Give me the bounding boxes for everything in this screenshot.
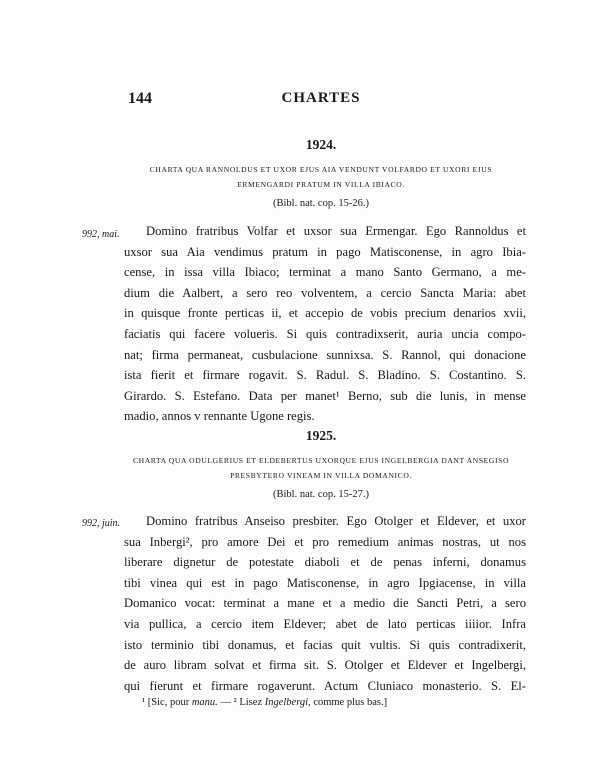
charter-title: [0, 162, 600, 192]
charter-source: (Bibl. nat. cop. 15-26.): [273, 198, 369, 209]
text-line: madio, annos v rennante Ugone regis.: [124, 409, 315, 424]
running-title: CHARTES: [281, 90, 361, 106]
text-line: cense, in issa villa Ibiaco; terminat a mano Santo Germano, a me-: [124, 265, 526, 280]
charter-number: 1924.: [305, 137, 337, 152]
text-line: ista fierit et firmare rogavit. S. Radul. S. Bladino. S. Costantino. S.: [124, 368, 526, 383]
charter-1924: [0, 137, 600, 209]
text-line: faciatis qui facere volueris. Si quis contradixserit, auria uncia compo-: [124, 326, 526, 341]
text-line: via pullica, a cercio item Eldever; abet de lato perticas iiiior. Infra: [124, 616, 526, 631]
charter-number: 1925.: [305, 428, 337, 443]
charter-title-line: ERMENGARDI PRATUM IN VILLA IBIACO.: [237, 180, 405, 189]
text-line: Girardo. S. Estefano. Data per manet¹ Berno, sub die lunis, in mense: [124, 388, 526, 403]
text-line: in quisque fronte perticas ii, et accepio de vobis precium denarios xvii,: [124, 306, 526, 321]
footnote-italic: manu.: [191, 697, 218, 708]
charter-title-line: CHARTA QUA ODULGERIUS ET ELDEBERTUS UXORQUE EJUS INGELBERGIA DANT ANSEGISO: [132, 456, 510, 465]
charter-date: 992, juin.: [82, 518, 121, 529]
charter-title-line: PRESBYTERO VINEAM IN VILLA DOMANICO.: [230, 471, 412, 480]
text-line: qui fierunt et firmare rogaverunt. Actum Cluniaco monasterio. S. El-: [124, 678, 526, 693]
text-line: sua Inbergi², pro amore Dei et pro remedium animas nostras, ut nos: [124, 534, 526, 549]
text-line: tibi vinea qui est in pago Matisconense, in agro Ipgiacense, in villa: [124, 575, 526, 590]
text-line: uxsor sua Aia vendimus pratum in pago Matisconense, in agro Ibia-: [124, 244, 526, 259]
charter-title: [0, 453, 600, 483]
footnote-mark: ¹: [142, 697, 146, 708]
text-line: isto terminio tibi donamus, et facias quit vultis. Si quis contradixerit,: [124, 637, 526, 652]
charter-body: [124, 511, 526, 696]
charter-1925: [0, 428, 600, 500]
charter-date: 992, mai.: [82, 229, 120, 240]
text-line: dium die Aalbert, a sero reo volventem, a cercio Sancta Maria: abet: [124, 285, 526, 300]
text-line: de auro libram solvat et firma sit. S. Otolger et Eldever et Ingelbergi,: [124, 658, 526, 673]
footnote-separator: — ²: [220, 697, 237, 708]
footnote-text: Lisez: [239, 697, 263, 708]
charter-source: (Bibl. nat. cop. 15-27.): [273, 489, 369, 500]
page-number: 144: [128, 90, 152, 107]
footnote: [142, 697, 387, 708]
charter-title-line: CHARTA QUA RANNOLDUS ET UXOR EJUS AIA VENDUNT VOLFARDO ET UXORI EJUS: [149, 165, 493, 174]
charter-body: [124, 221, 526, 427]
footnote-text: comme plus bas.]: [313, 697, 388, 708]
text-line: Domino fratribus Anseiso presbiter. Ego Otolger et Eldever, et uxor: [146, 514, 526, 528]
text-line: Domino fratribus Volfar et uxsor sua Ermengar. Ego Rannoldus et: [146, 224, 526, 238]
text-line: liberare dignetur de potestate diaboli et de penas inferni, donamus: [124, 555, 526, 570]
footnote-italic: Ingelbergi,: [264, 697, 311, 708]
footnote-text: [Sic, pour: [147, 697, 190, 708]
text-line: nat; firma permaneat, cusbulacione sunnixsa. S. Rannol, qui donacione: [124, 347, 526, 362]
text-line: Domanico vocat: terminat a mane et a medio die Sancti Petri, a sero: [124, 596, 526, 611]
